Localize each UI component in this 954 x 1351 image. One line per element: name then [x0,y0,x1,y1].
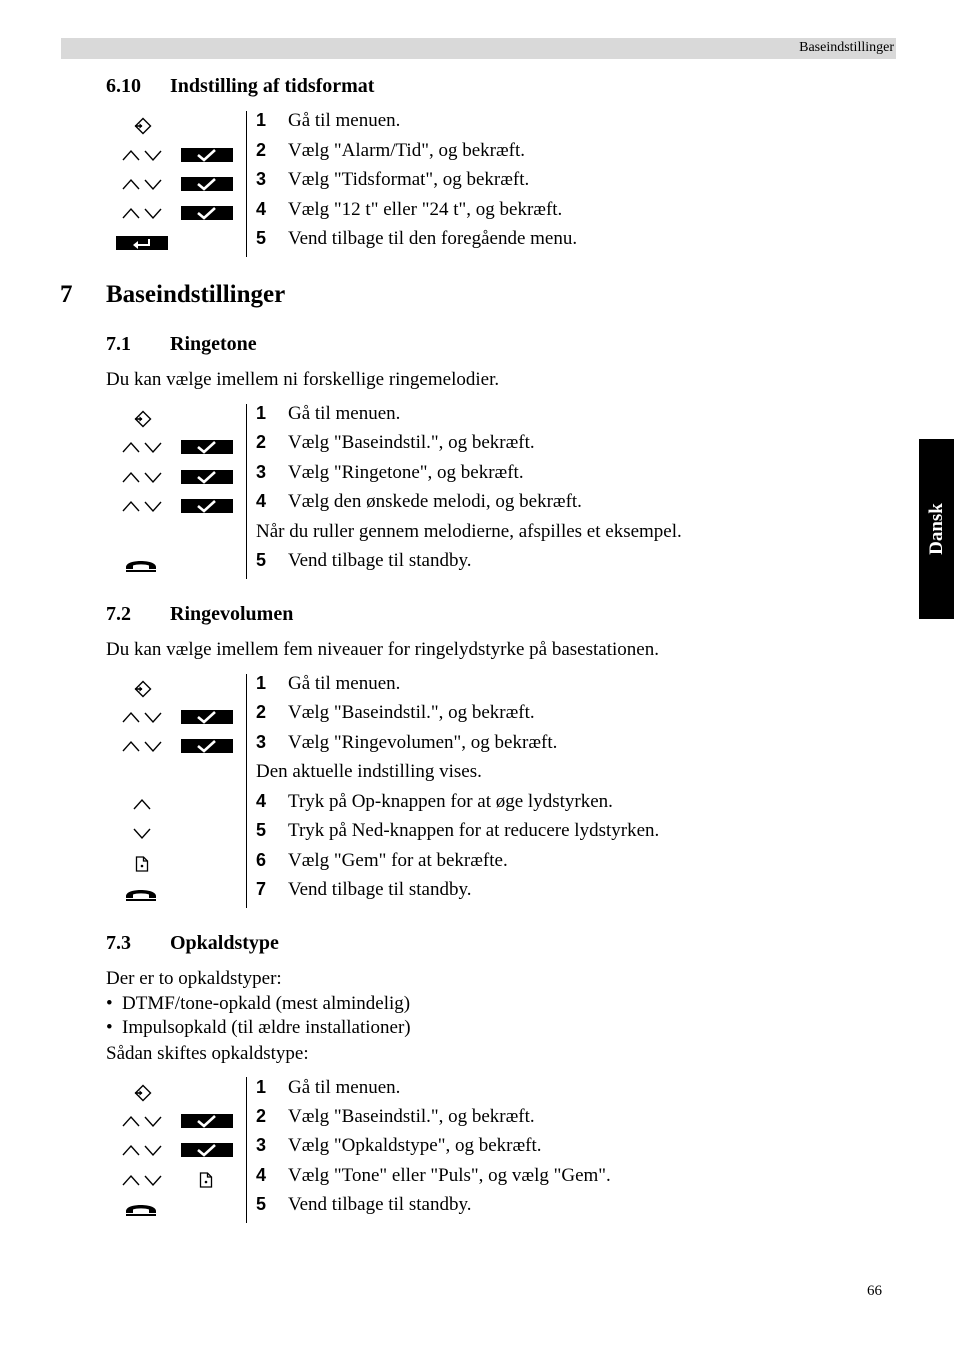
up-down-arrows-icon [122,710,164,724]
step-row [256,702,535,724]
confirm-softkey-icon [181,177,233,191]
step-number: 2 [256,432,267,452]
page-number: 66 [867,1283,882,1299]
step-row [256,110,400,132]
step-row [256,140,525,162]
step-number: 4 [256,199,267,219]
section-7-2-heading [106,603,293,626]
up-down-arrows-icon [122,739,164,753]
menu-key-icon [134,1084,152,1102]
up-down-arrows-icon [122,499,164,513]
step-number: 3 [256,1135,267,1155]
section-title: Indstilling af tidsformat [170,75,375,97]
section-intro: Du kan vælge imellem fem niveauer for ringelydstyrke på basestationen. [106,639,659,660]
up-down-arrows-icon [122,1173,164,1187]
step-text: Vælg "Tidsformat", og bekræft. [288,169,530,190]
step-text: Vend tilbage til den foregående menu. [288,228,578,249]
running-header-title: Baseindstillinger [799,40,894,55]
up-down-arrows-icon [122,1143,164,1157]
step-text: Gå til menuen. [288,1077,401,1098]
step-text: Vend tilbage til standby. [288,879,472,900]
step-row [256,1106,535,1128]
section-6-10-heading [106,75,374,98]
step-row [256,462,524,484]
bullet-item [106,1017,411,1039]
confirm-softkey-icon [181,470,233,484]
step-text: Vælg "Opkaldstype", og bekræft. [288,1135,542,1156]
step-text: Tryk på Ned-knappen for at reducere lydstyrken. [288,820,660,841]
chapter-number: 7 [60,281,73,308]
step-text: Gå til menuen. [288,403,401,424]
confirm-softkey-icon [181,499,233,513]
step-row [256,403,400,425]
menu-key-icon [134,410,152,428]
step-row [256,732,557,754]
section-number: 7.2 [106,603,131,625]
step-row [256,228,577,250]
step-text: Vælg "Tone" eller "Puls", og vælg "Gem". [288,1165,611,1186]
step-row [256,1194,471,1216]
chapter-title: Baseindstillinger [106,281,286,308]
section-7-1-heading [106,333,257,356]
menu-key-icon [134,117,152,135]
confirm-softkey-icon [181,1143,233,1157]
step-number: 6 [256,850,267,870]
step-number: 4 [256,791,267,811]
step-row [256,491,582,513]
confirm-softkey-icon [181,739,233,753]
section-outro: Sådan skiftes opkaldstype: [106,1043,309,1064]
step-text: Vælg "Baseindstil.", og bekræft. [288,432,535,453]
step-number: 3 [256,169,267,189]
save-softkey-icon [199,1172,213,1188]
up-down-arrows-icon [122,177,164,191]
step-note: Den aktuelle indstilling vises. [256,761,482,782]
step-number: 3 [256,732,267,752]
step-number: 7 [256,879,267,899]
step-text: Vælg "12 t" eller "24 t", og bekræft. [288,199,563,220]
section-title: Opkaldstype [170,932,279,954]
confirm-softkey-icon [181,206,233,220]
section-title: Ringevolumen [170,603,294,625]
step-text: Gå til menuen. [288,673,401,694]
language-tab-label: Dansk [925,503,947,555]
save-softkey-icon [135,856,149,872]
step-text: Vælg "Alarm/Tid", og bekræft. [288,140,526,161]
steps-divider [246,404,247,579]
step-row [256,169,529,191]
steps-divider [246,111,247,257]
section-number: 7.1 [106,333,131,355]
step-number: 5 [256,550,267,570]
steps-divider [246,1077,247,1223]
step-number: 2 [256,702,267,722]
down-arrow-icon [132,826,152,840]
step-number: 1 [256,673,267,693]
step-number: 5 [256,1194,267,1214]
hang-up-handset-icon [124,558,158,572]
up-down-arrows-icon [122,1114,164,1128]
step-row [256,820,659,842]
step-row [256,199,562,221]
confirm-softkey-icon [181,1114,233,1128]
bullet-text: DTMF/tone-opkald (mest almindelig) [122,993,411,1014]
menu-key-icon [134,680,152,698]
up-down-arrows-icon [122,206,164,220]
step-number: 4 [256,1165,267,1185]
step-text: Vælg "Gem" for at bekræfte. [288,850,508,871]
language-tab [919,439,954,619]
step-number: 2 [256,1106,267,1126]
bullet-item [106,993,410,1015]
step-number: 1 [256,403,267,423]
up-down-arrows-icon [122,440,164,454]
up-down-arrows-icon [122,148,164,162]
step-text: Gå til menuen. [288,110,401,131]
confirm-softkey-icon [181,710,233,724]
step-note: Når du ruller gennem melodierne, afspilles et eksempel. [256,521,682,542]
section-number: 7.3 [106,932,131,954]
section-intro: Der er to opkaldstyper: [106,968,282,989]
hang-up-handset-icon [124,1202,158,1216]
step-number: 1 [256,1077,267,1097]
step-text: Vælg "Ringetone", og bekræft. [288,462,524,483]
step-row [256,550,471,572]
confirm-softkey-icon [181,148,233,162]
step-number: 4 [256,491,267,511]
step-number: 2 [256,140,267,160]
step-text: Vælg "Baseindstil.", og bekræft. [288,1106,535,1127]
step-row [256,1077,400,1099]
step-row [256,673,400,695]
step-row [256,1165,611,1187]
step-row [256,850,508,872]
section-intro: Du kan vælge imellem ni forskellige ringemelodier. [106,369,500,390]
chapter-7-heading [60,281,285,309]
section-7-3-heading [106,932,279,955]
hang-up-handset-icon [124,887,158,901]
step-row [256,791,613,813]
step-text: Vælg "Baseindstil.", og bekræft. [288,702,535,723]
steps-divider [246,674,247,908]
section-title: Ringetone [170,333,257,355]
step-text: Vælg den ønskede melodi, og bekræft. [288,491,582,512]
bullet-marker: • [106,993,113,1014]
bullet-marker: • [106,1017,113,1038]
back-softkey-icon [116,236,168,250]
bullet-text: Impulsopkald (til ældre installationer) [122,1017,411,1038]
up-down-arrows-icon [122,470,164,484]
up-arrow-icon [132,797,152,811]
step-text: Vend tilbage til standby. [288,1194,472,1215]
step-number: 5 [256,228,267,248]
step-number: 5 [256,820,267,840]
confirm-softkey-icon [181,440,233,454]
step-row [256,879,471,901]
step-text: Vælg "Ringevolumen", og bekræft. [288,732,558,753]
step-text: Tryk på Op-knappen for at øge lydstyrken. [288,791,613,812]
running-header [61,38,896,59]
section-number: 6.10 [106,75,141,97]
step-row [256,1135,542,1157]
step-text: Vend tilbage til standby. [288,550,472,571]
step-number: 3 [256,462,267,482]
step-number: 1 [256,110,267,130]
step-row [256,432,535,454]
